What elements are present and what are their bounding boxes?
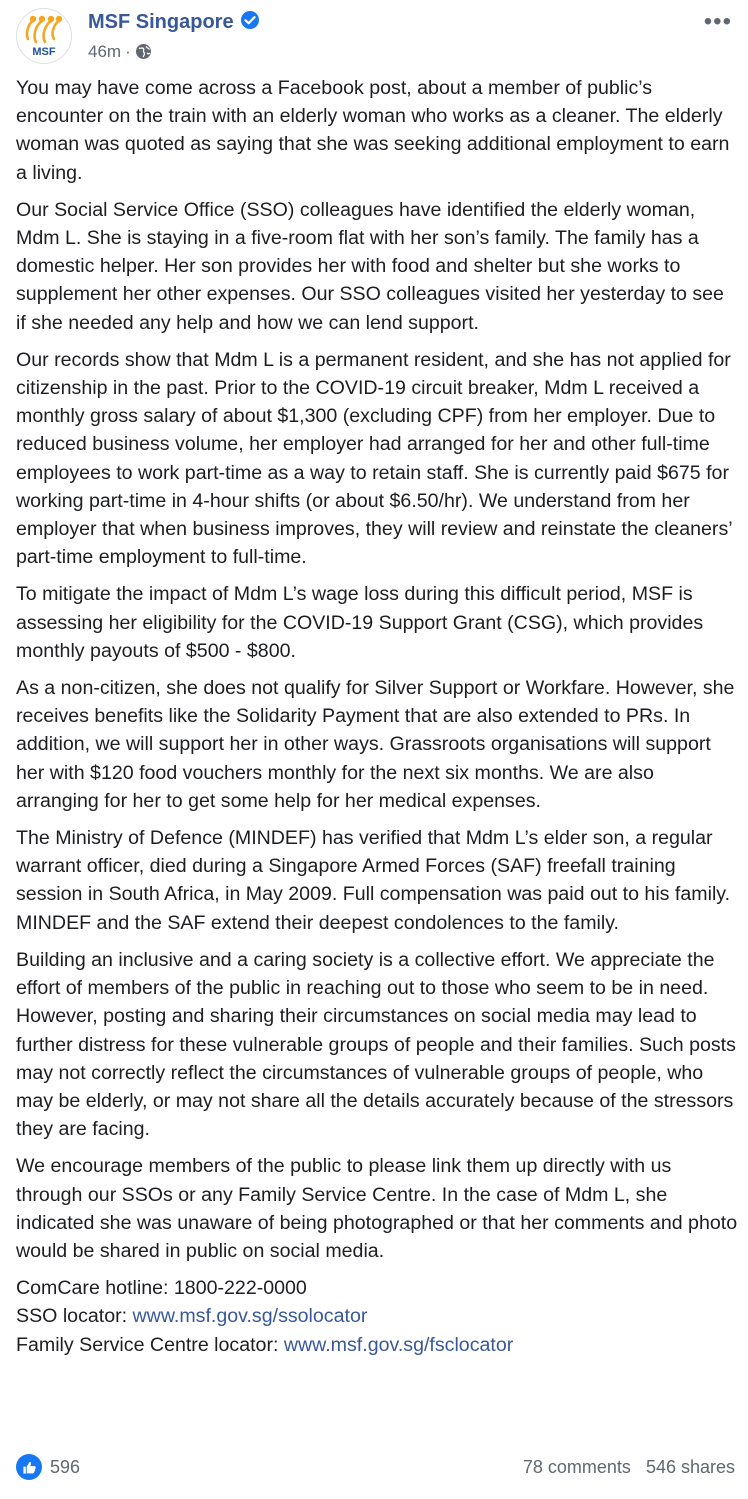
page-avatar[interactable]: [16, 8, 72, 64]
contact-info: [16, 1274, 738, 1359]
like-thumb-icon: [16, 1454, 42, 1480]
paragraph: To mitigate the impact of Mdm L’s wage loss during this difficult period, MSF is assessing her eligibility for the COVID-19 Support Grant (CSG), which provides monthly payouts of $500 - $800.: [16, 583, 704, 662]
paragraph: As a non-citizen, she does not qualify for Silver Support or Workfare. However, she receives benefits like the Solidarity Payment that are also extended to PRs. In addition, we will support her in other ways. Grassroots organisations will support her with $120 food vouchers monthly for the next six months. We are also arranging for her to get some help for her medical expenses.: [16, 677, 735, 812]
sso-locator-label: SSO locator:: [16, 1305, 133, 1328]
comcare-hotline: ComCare hotline: 1800-222-0000: [16, 1277, 307, 1300]
public-globe-icon[interactable]: [135, 43, 152, 65]
reactions-summary[interactable]: [16, 1454, 80, 1480]
paragraph: Our records show that Mdm L is a permanent resident, and she has not applied for citizenship in the past. Prior to the COVID-19 circuit breaker, Mdm L received a monthly gross salary of about $1,300 (excluding CPF) from her employer. Due to reduced business volume, her employer had arranged for her and other full-time employees to work part-time as a way to retain staff. She is currently paid $675 for working part-time in 4-hour shifts (or about $6.50/hr). We understand from her employer that when business improves, they will review and reinstate the cleaners’ part-time employment to full-time.: [16, 348, 732, 569]
page-name-link[interactable]: [88, 10, 260, 36]
fsc-locator-line: [16, 1331, 738, 1359]
svg-text:MSF: MSF: [32, 46, 56, 58]
paragraph: You may have come across a Facebook post, about a member of public’s encounter on the train with an elderly woman who works as a cleaner. The elderly woman was quoted as saying that she was seeking additional employment to earn a living.: [16, 77, 730, 184]
msf-logo-icon: [17, 9, 71, 63]
paragraph: Our Social Service Office (SSO) colleagues have identified the elderly woman, Mdm L. She is staying in a five-room flat with her son’s family. The family has a domestic helper. Her son provides her with food and shelter but she works to supplement her other expenses. Our SSO colleagues visited her yesterday to see if she needed any help and how we can lend support.: [16, 198, 724, 334]
sso-locator-line: [16, 1302, 738, 1330]
comments-count[interactable]: 78 comments: [522, 1457, 631, 1477]
fsc-locator-label: Family Service Centre locator:: [16, 1333, 284, 1356]
paragraph: Building an inclusive and a caring society is a collective effort. We appreciate the effort of members of the public in reaching out to those who seem to be in need. However, posting and sharing their circumstances on social media may lead to further distress for these vulnerable groups of people and their families. Such posts may not correctly reflect the circumstances of vulnerable groups of people, who may be elderly, or may not share all the details accurately because of the stressors they are facing.: [16, 948, 736, 1141]
verified-badge-icon: [240, 10, 260, 36]
post-timestamp[interactable]: 46m: [88, 42, 122, 61]
post-body: [16, 74, 738, 1359]
like-count[interactable]: 596: [50, 1456, 81, 1477]
paragraph: We encourage members of the public to please link them up directly with us through our SSOs or any Family Service Centre. In the case of Mdm L, she indicated she was unaware of being photographed or that her comments and photo would be shared in public on social media.: [16, 1155, 738, 1262]
engagement-stats: [513, 1457, 735, 1478]
shares-count[interactable]: 546 shares: [645, 1457, 735, 1477]
page-name[interactable]: MSF Singapore: [88, 11, 234, 33]
post-header: [16, 8, 732, 62]
sso-locator-link[interactable]: www.msf.gov.sg/ssolocator: [132, 1305, 368, 1328]
more-options-icon[interactable]: •••: [703, 8, 732, 35]
meta-separator: ·: [125, 42, 131, 61]
fsc-locator-link[interactable]: www.msf.gov.sg/fsclocator: [283, 1333, 514, 1356]
paragraph: The Ministry of Defence (MINDEF) has verified that Mdm L’s elder son, a regular warrant officer, died during a Singapore Armed Forces (SAF) freefall training session in South Africa, in May 2009. Full compensation was paid out to his family. MINDEF and the SAF extend their deepest condolences to the family.: [16, 827, 731, 934]
post-footer: [16, 1454, 735, 1486]
post-meta: [88, 42, 152, 65]
